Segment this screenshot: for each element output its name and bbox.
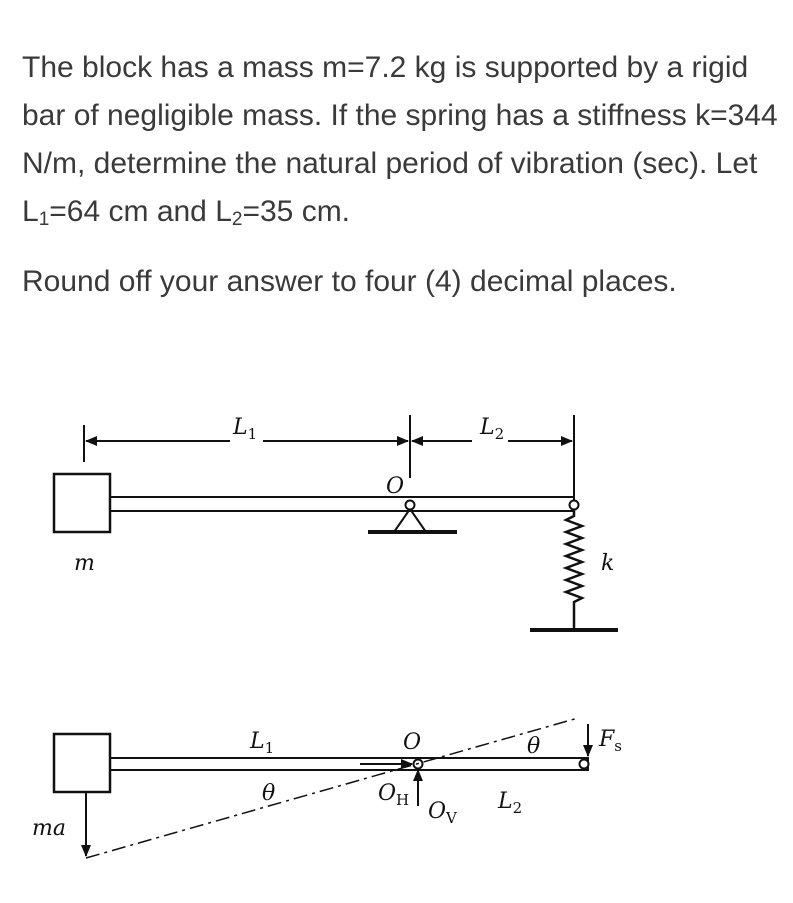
bottom-label-L2: $L_2$ bbox=[498, 789, 523, 817]
pivot-support bbox=[394, 509, 426, 532]
pivot-pin bbox=[406, 501, 415, 510]
bottom-figure bbox=[54, 718, 589, 858]
bottom-label-theta-left: θ bbox=[262, 781, 276, 806]
rigid-bar bbox=[110, 497, 574, 511]
bottom-label-L1: $L_1$ bbox=[250, 729, 275, 757]
top-label-m: m bbox=[74, 551, 95, 576]
bottom-label-O: O bbox=[403, 730, 422, 755]
top-label-O: O bbox=[386, 474, 405, 499]
rotated-centerline bbox=[86, 718, 578, 858]
bottom-label-OV: $O_V$ bbox=[428, 799, 457, 827]
bottom-label-Fs: $F_s$ bbox=[599, 727, 622, 755]
top-label-k: k bbox=[601, 551, 615, 576]
bottom-label-theta-right: θ bbox=[527, 734, 541, 759]
bar-end-pin bbox=[570, 501, 579, 510]
fbd-mass-block bbox=[54, 734, 110, 792]
problem-text: The block has a mass m=7.2 kg is supported by a rigid bar of negligible mass. If the spring has a stiffness k=344 N/m, determine the natural period of vibration (sec). Let $L_1=64$ cm and $L_2=35$ cm. bbox=[22, 51, 778, 230]
top-figure bbox=[54, 415, 618, 630]
bottom-label-ma: ma bbox=[32, 816, 66, 841]
top-label-L1: $L_1$ bbox=[233, 415, 258, 443]
spring bbox=[566, 510, 582, 630]
bottom-label-OH: $O_H$ bbox=[378, 781, 410, 809]
top-label-L2: $L_2$ bbox=[480, 415, 505, 443]
mass-block bbox=[54, 474, 110, 532]
fbd-end-pin bbox=[580, 760, 589, 769]
fbd-rigid-bar bbox=[110, 758, 588, 770]
instruction-text: Round off your answer to four (4) decimal places. bbox=[22, 265, 677, 298]
